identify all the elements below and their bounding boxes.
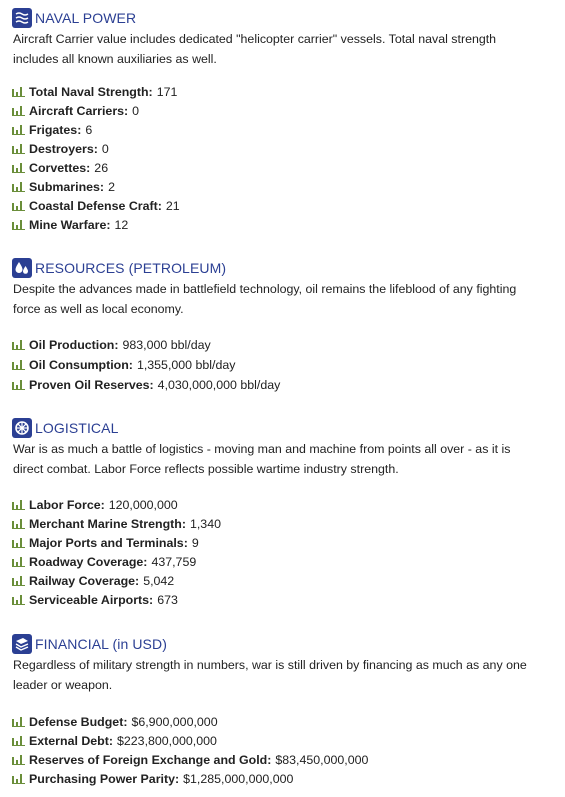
money-stack-icon	[12, 634, 32, 654]
bar-chart-icon	[12, 340, 25, 350]
bar-chart-icon	[12, 125, 25, 135]
stat-row	[12, 158, 180, 177]
stat-label: Submarines:	[29, 179, 105, 194]
stat-label: Defense Budget:	[29, 714, 128, 729]
logistical-section	[12, 417, 552, 607]
stat-value: 983,000 bbl/day	[122, 338, 211, 352]
section-description: War is as much a battle of logistics - moving man and machine from points all over - as it is direct combat. Labor Force reflects possible wartime industry strength.	[13, 442, 511, 476]
stat-label: Purchasing Power Parity:	[29, 771, 180, 786]
bar-chart-icon	[12, 87, 25, 97]
bar-chart-icon	[12, 519, 25, 529]
stat-label: Destroyers:	[29, 141, 98, 156]
section-title: LOGISTICAL	[35, 420, 119, 436]
stat-row	[12, 120, 180, 139]
stat-row	[12, 139, 180, 158]
stat-row	[12, 82, 180, 101]
stat-label: Total Naval Strength:	[29, 84, 153, 99]
stat-row	[12, 514, 221, 533]
bar-chart-icon	[12, 576, 25, 586]
stat-label: Aircraft Carriers:	[29, 103, 129, 118]
stats-list	[12, 495, 221, 609]
stat-row	[12, 590, 221, 609]
stat-row	[12, 731, 368, 750]
stat-row	[12, 375, 280, 395]
section-header	[12, 7, 552, 29]
stat-row	[12, 552, 221, 571]
stat-label: Oil Consumption:	[29, 358, 133, 372]
section-description: Aircraft Carrier value includes dedicated "helicopter carrier" vessels. Total naval strength includes all known auxiliaries as well.	[13, 32, 497, 66]
financial-section	[12, 633, 552, 786]
bar-chart-icon	[12, 201, 25, 211]
stat-value: $1,285,000,000,000	[183, 771, 294, 786]
stat-label: Proven Oil Reserves:	[29, 378, 154, 392]
stats-list	[12, 82, 180, 234]
section-title: RESOURCES (PETROLEUM)	[35, 260, 227, 276]
section-header	[12, 257, 552, 279]
stat-row	[12, 355, 280, 375]
stat-label: Coastal Defense Craft:	[29, 198, 162, 213]
waves-icon	[12, 8, 32, 28]
bar-chart-icon	[12, 220, 25, 230]
stat-row	[12, 712, 368, 731]
stat-value: 9	[191, 535, 199, 550]
resources-section	[12, 257, 552, 392]
stat-label: Roadway Coverage:	[29, 554, 148, 569]
section-description: Despite the advances made in battlefield technology, oil remains the lifeblood of any fighting force as well as local economy.	[13, 282, 517, 316]
stat-row	[12, 196, 180, 215]
stat-value: 171	[156, 84, 178, 99]
stat-row	[12, 215, 180, 234]
bar-chart-icon	[12, 163, 25, 173]
bar-chart-icon	[12, 500, 25, 510]
stat-value: 6	[85, 122, 93, 137]
bar-chart-icon	[12, 595, 25, 605]
stat-value: 673	[157, 592, 178, 607]
stat-row	[12, 571, 221, 590]
naval-power-section	[12, 7, 552, 232]
stat-value: 5,042	[143, 573, 175, 588]
stat-label: Oil Production:	[29, 338, 119, 352]
bar-chart-icon	[12, 182, 25, 192]
stat-value: 0	[132, 103, 140, 118]
stat-value: 4,030,000,000 bbl/day	[157, 378, 281, 392]
stat-label: Corvettes:	[29, 160, 91, 175]
stat-row	[12, 177, 180, 196]
stat-value: 21	[165, 198, 180, 213]
stat-value: 437,759	[151, 554, 197, 569]
stats-list	[12, 335, 280, 395]
bar-chart-icon	[12, 557, 25, 567]
stat-label: Mine Warfare:	[29, 217, 111, 232]
section-header	[12, 633, 552, 655]
stat-value: 1,355,000 bbl/day	[136, 358, 236, 372]
stat-value: 2	[108, 179, 115, 194]
wheel-icon	[12, 418, 32, 438]
bar-chart-icon	[12, 717, 25, 727]
stat-label: External Debt:	[29, 733, 113, 748]
section-description: Regardless of military strength in numbers, war is still driven by financing as much as any one leader or weapon.	[13, 658, 527, 692]
bar-chart-icon	[12, 755, 25, 765]
stat-row	[12, 495, 221, 514]
stat-row	[12, 335, 280, 355]
stat-value: $223,800,000,000	[117, 733, 217, 748]
stat-value: 1,340	[189, 516, 221, 531]
stat-value: $83,450,000,000	[275, 752, 369, 767]
stat-label: Reserves of Foreign Exchange and Gold:	[29, 752, 272, 767]
bar-chart-icon	[12, 538, 25, 548]
bar-chart-icon	[12, 736, 25, 746]
stat-value: 26	[94, 160, 109, 175]
oil-drops-icon	[12, 258, 32, 278]
stat-value: 0	[101, 141, 109, 156]
bar-chart-icon	[12, 774, 25, 784]
stat-value: 120,000,000	[108, 497, 178, 512]
stat-value: 12	[114, 217, 129, 232]
bar-chart-icon	[12, 144, 25, 154]
section-title: NAVAL POWER	[35, 10, 137, 26]
bar-chart-icon	[12, 380, 25, 390]
stat-label: Labor Force:	[29, 497, 105, 512]
stat-value: $6,900,000,000	[131, 714, 218, 729]
bar-chart-icon	[12, 360, 25, 370]
stat-row	[12, 533, 221, 552]
bar-chart-icon	[12, 106, 25, 116]
stat-row	[12, 769, 368, 788]
section-header	[12, 417, 552, 439]
section-title: FINANCIAL (in USD)	[35, 636, 167, 652]
stats-list	[12, 712, 368, 788]
stat-row	[12, 101, 180, 120]
stat-row	[12, 750, 368, 769]
stat-label: Frigates:	[29, 122, 82, 137]
stat-label: Serviceable Airports:	[29, 592, 154, 607]
stat-label: Railway Coverage:	[29, 573, 140, 588]
stat-label: Merchant Marine Strength:	[29, 516, 186, 531]
stat-label: Major Ports and Terminals:	[29, 535, 188, 550]
